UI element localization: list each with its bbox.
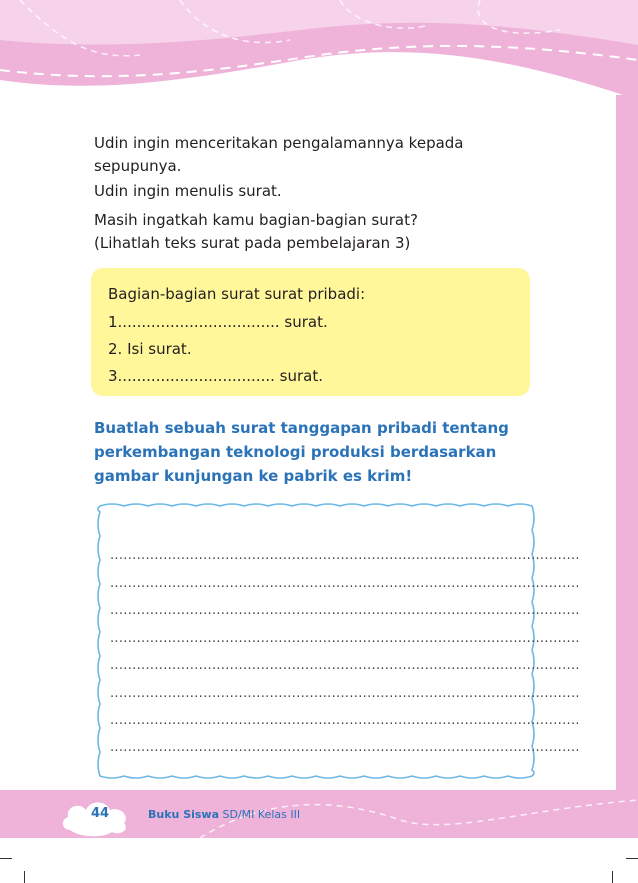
paragraph-line: Masih ingatkah kamu bagian-bagian surat?	[94, 211, 418, 229]
writing-line[interactable]: ..........................................................................................................	[110, 603, 580, 618]
writing-line[interactable]: ..........................................................................................................	[110, 548, 580, 563]
paragraph-line: (Lihatlah teks surat pada pembelajaran 3)	[94, 234, 411, 252]
crop-mark	[0, 858, 12, 859]
instruction-line: Buatlah sebuah surat tanggapan pribadi tentang	[94, 419, 509, 437]
letter-parts-title: Bagian-bagian surat surat pribadi:	[108, 285, 366, 303]
instruction-line: gambar kunjungan ke pabrik es krim!	[94, 467, 413, 485]
writing-line[interactable]: ..........................................................................................................	[110, 686, 580, 701]
instruction-line: perkembangan teknologi produksi berdasarkan	[94, 443, 497, 461]
right-edge-strip	[616, 95, 638, 795]
letter-parts-box	[91, 268, 530, 396]
letter-part-item: 1.................................. surat.	[108, 313, 328, 331]
paragraph-line: sepupunya.	[94, 157, 182, 175]
paragraph-line: Udin ingin menulis surat.	[94, 182, 282, 200]
header-decoration	[0, 0, 638, 110]
writing-line[interactable]: ..........................................................................................................	[110, 740, 580, 755]
book-title-rest: SD/MI Kelas III	[219, 808, 301, 821]
crop-mark	[24, 871, 25, 883]
task-instruction	[94, 416, 534, 488]
book-title-bold: Buku Siswa	[148, 808, 220, 821]
writing-line[interactable]: ..........................................................................................................	[110, 713, 580, 728]
writing-line[interactable]: ..........................................................................................................	[110, 658, 580, 673]
letter-part-item: 3................................. surat.	[108, 367, 323, 385]
writing-line[interactable]: ..........................................................................................................	[110, 631, 580, 646]
page-number: 44	[91, 806, 110, 821]
crop-mark	[612, 871, 613, 883]
letter-part-item: 2. Isi surat.	[108, 340, 192, 358]
paragraph-line: Udin ingin menceritakan pengalamannya kepada	[94, 134, 464, 152]
crop-mark	[626, 858, 638, 859]
writing-line[interactable]: ..........................................................................................................	[110, 576, 580, 591]
book-title	[148, 808, 300, 821]
